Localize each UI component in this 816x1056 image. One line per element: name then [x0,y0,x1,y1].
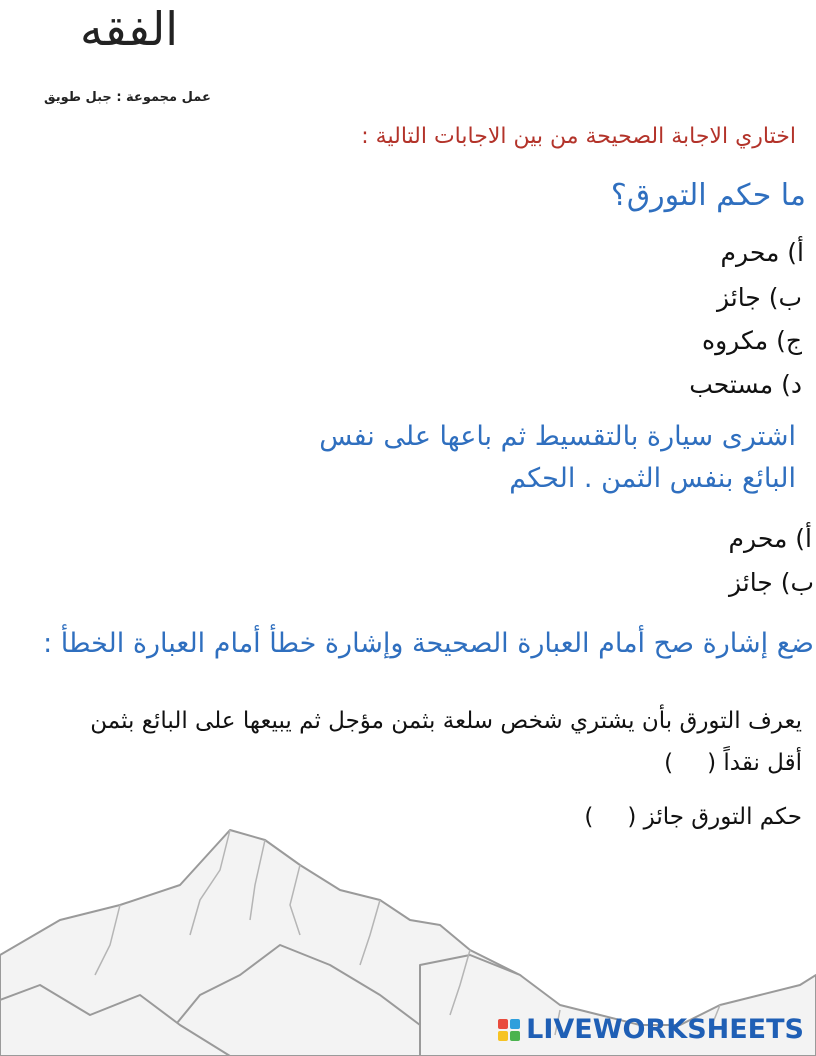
q1-option-c[interactable]: ج) مكروه [702,326,802,355]
liveworksheets-logo-icon [498,1019,520,1041]
question-2-text: اشترى سيارة بالتقسيط ثم باعها على نفس البائع بنفس الثمن . الحكم [319,421,796,494]
tf-statement-1-text: يعرف التورق بأن يشتري شخص سلعة بثمن مؤجل ثم يبيعها على البائع بثمن أقل نقداً [90,708,802,776]
instruction-text: اختاري الاجابة الصحيحة من بين الاجابات التالية : [361,124,796,149]
tf-statement-2-close-paren: ) [584,804,594,830]
logo-square-4 [510,1031,520,1041]
logo-square-3 [498,1031,508,1041]
group-credit: عمل مجموعة : جبل طويق [44,90,211,105]
tf-statement-1-open-paren: ( [707,750,717,776]
logo-square-2 [510,1019,520,1029]
question-1-text: ما حكم التورق؟ [610,178,806,213]
tf-statement-2-text: حكم التورق جائز [643,804,802,830]
tf-statement-1-answer-slot[interactable] [673,753,707,775]
tf-statement-1-close-paren: ) [664,750,674,776]
liveworksheets-wordmark: LIVEWORKSHEETS [526,1014,804,1045]
q1-option-a[interactable]: أ) محرم [720,238,804,267]
q1-option-d[interactable]: د) مستحب [689,370,802,399]
tf-statement-1 [62,700,802,784]
page-title: الفقه [80,2,178,56]
true-false-heading: ضع إشارة صح أمام العبارة الصحيحة وإشارة خطأ أمام العبارة الخطأ : [43,628,814,659]
q2-option-a[interactable]: أ) محرم [728,524,812,553]
q1-option-b[interactable]: ب) جائز [716,283,802,312]
logo-square-1 [498,1019,508,1029]
liveworksheets-brand [498,1014,804,1045]
tf-statement-2-open-paren: ( [627,804,637,830]
q2-option-b[interactable]: ب) جائز [728,568,814,597]
